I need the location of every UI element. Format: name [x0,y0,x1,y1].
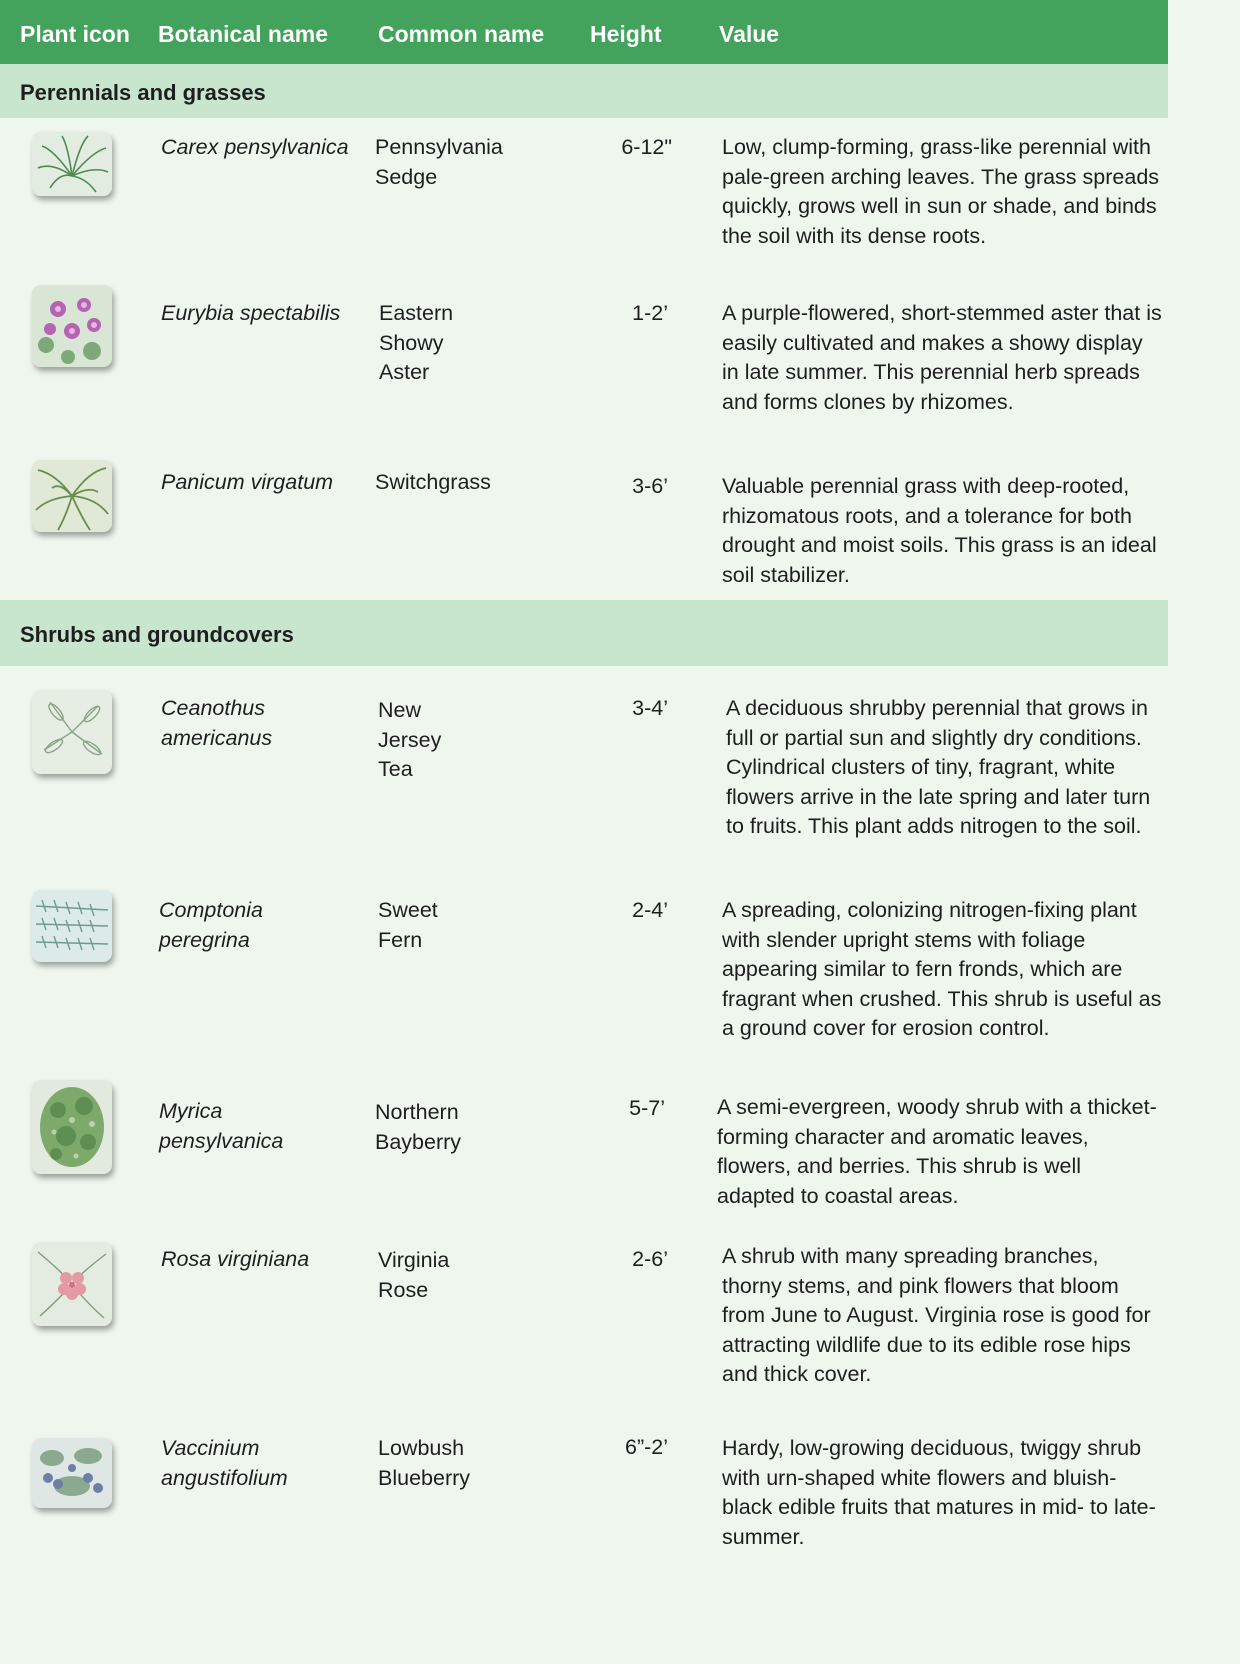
header-plant-icon: Plant icon [20,21,130,47]
botanical-name: Rosa virginiana [161,1247,310,1271]
blueberry-icon [32,1438,112,1508]
section-shrubs [0,600,1168,666]
plant-value: A deciduous shrubby perennial that grows in full or partial sun and slightly dry conditions. Cylindrical clusters of tiny, fragrant, white flowers arrive in the late spring and later turn to fruits. This plant adds nitrogen to the soil. [726,696,1151,838]
plant-value: A semi-evergreen, woody shrub with a thicket-forming character and aromatic leaves, flowers, and berries. This shrub is well adapted to coastal areas. [717,1095,1157,1208]
header-value: Value [719,21,780,47]
sedge-icon [32,132,112,196]
section-title: Perennials and grasses [20,80,266,105]
plant-value: A shrub with many spreading branches, thorny stems, and pink flowers that bloom from June to August. Virginia rose is good for attracting wildlife due to its edible rose hips and thick cover. [722,1244,1151,1386]
common-name: Virginia Rose [378,1248,450,1302]
table-row [0,880,1168,1070]
bayberry-icon [32,1080,112,1174]
table-row [0,118,1168,283]
aster-icon [32,285,112,367]
plant-height: 6”-2’ [624,1435,668,1459]
plant-height: 2-4’ [632,898,668,922]
common-name: Switchgrass [375,470,491,494]
section-title: Shrubs and groundcovers [20,622,294,647]
plant-height: 1-2’ [632,301,668,325]
plant-value: A purple-flowered, short-stemmed aster that is easily cultivated and makes a showy display in late summer. This perennial herb spreads and forms clones by rhizomes. [722,301,1162,414]
table-row [0,666,1168,880]
plant-value: Low, clump-forming, grass-like perennial with pale-green arching leaves. The grass spreads quickly, grows well in sun or shade, and binds the soil with its dense roots. [722,135,1160,248]
plant-height: 3-6’ [632,474,668,498]
botanical-name: Vaccinium angustifolium [161,1436,288,1490]
botanical-name: Panicum virgatum [161,470,334,494]
plant-value: Hardy, low-growing deciduous, twiggy shrub with urn-shaped white flowers and bluish-black edible fruits that matures in mid- to late-summer. [722,1436,1156,1549]
plant-height: 6-12" [621,135,672,159]
common-name: Northern Bayberry [375,1100,462,1154]
rose-icon [32,1242,112,1326]
table-row [0,450,1168,600]
botanical-name: Myrica pensylvanica [159,1099,284,1153]
plant-value: Valuable perennial grass with deep-rooted, rhizomatous roots, and a tolerance for both drought and moist soils. This grass is an ideal soil stabilizer. [722,474,1157,587]
plant-value: A spreading, colonizing nitrogen-fixing plant with slender upright stems with foliage appearing similar to fern fronds, which are fragrant when crushed. This shrub is useful as a ground cover for erosion control. [722,898,1162,1040]
botanical-name: Ceanothus americanus [161,696,273,750]
plant-height: 2-6’ [632,1247,668,1271]
table-row [0,1230,1168,1420]
header-height: Height [590,21,662,47]
botanical-name: Eurybia spectabilis [161,301,341,325]
table-header [0,0,1168,64]
table-row [0,283,1168,450]
header-botanical-name: Botanical name [158,21,328,47]
botanical-name: Carex pensylvanica [161,135,349,159]
sweet-fern-icon [32,890,112,962]
new-jersey-tea-icon [32,690,112,774]
table-row [0,1070,1168,1230]
common-name: Lowbush Blueberry [378,1436,471,1490]
plant-height: 3-4’ [632,696,668,720]
common-name: Pennsylvania Sedge [375,135,503,189]
section-perennials [0,64,1168,118]
common-name: New Jersey Tea [378,698,442,781]
common-name: Sweet Fern [378,898,438,952]
plant-height: 5-7’ [629,1096,665,1120]
switchgrass-icon [32,460,112,532]
common-name: Eastern Showy Aster [379,301,454,384]
header-common-name: Common name [378,21,545,47]
botanical-name: Comptonia peregrina [159,898,263,952]
table-row [0,1420,1168,1620]
